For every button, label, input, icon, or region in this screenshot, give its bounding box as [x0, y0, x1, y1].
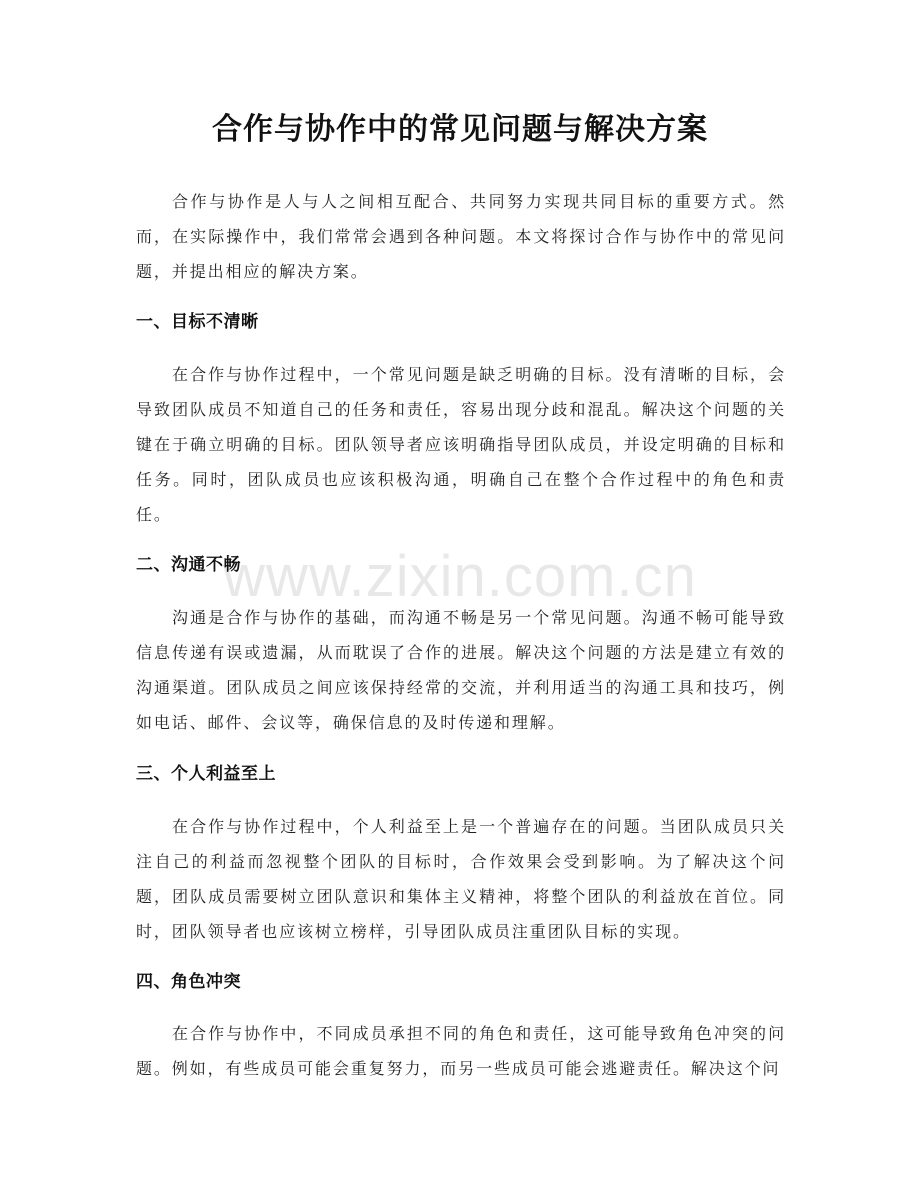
section-heading-2: 二、沟通不畅	[136, 555, 241, 575]
section-heading-3: 三、个人利益至上	[136, 764, 276, 784]
section-heading-1: 一、目标不清晰	[136, 312, 259, 332]
section-body-2: 沟通是合作与协作的基础，而沟通不畅是另一个常见问题。沟通不畅可能导致信息传递有误或遗漏，从而耽误了合作的进展。解决这个问题的方法是建立有效的沟通渠道。团队成员之间应该保持经常的交流，并利用适当的沟通工具和技巧，例如电话、邮件、会议等，确保信息的及时传递和理解。	[136, 608, 786, 732]
watermark: www.zixin.com.cn	[223, 544, 697, 609]
section-body-3: 在合作与协作过程中，个人利益至上是一个普遍存在的问题。当团队成员只关注自己的利益而忽视整个团队的目标时，合作效果会受到影响。为了解决这个问题，团队成员需要树立团队意识和集体主义精神，将整个团队的利益放在首位。同时，团队领导者也应该树立榜样，引导团队成员注重团队目标的实现。	[136, 817, 786, 941]
intro-paragraph: 合作与协作是人与人之间相互配合、共同努力实现共同目标的重要方式。然而，在实际操作中，我们常常会遇到各种问题。本文将探讨合作与协作中的常见问题，并提出相应的解决方案。	[136, 192, 786, 281]
document-title: 合作与协作中的常见问题与解决方案	[212, 112, 708, 147]
section-body-4: 在合作与协作中，不同成员承担不同的角色和责任，这可能导致角色冲突的问题。例如，有些成员可能会重复努力，而另一些成员可能会逃避责任。解决这个问	[136, 1024, 786, 1078]
section-body-1: 在合作与协作过程中，一个常见问题是缺乏明确的目标。没有清晰的目标，会导致团队成员不知道自己的任务和责任，容易出现分歧和混乱。解决这个问题的关键在于确立明确的目标。团队领导者应该明确指导团队成员，并设定明确的目标和任务。同时，团队成员也应该积极沟通，明确自己在整个合作过程中的角色和责任。	[136, 365, 786, 524]
section-heading-4: 四、角色冲突	[136, 972, 241, 992]
